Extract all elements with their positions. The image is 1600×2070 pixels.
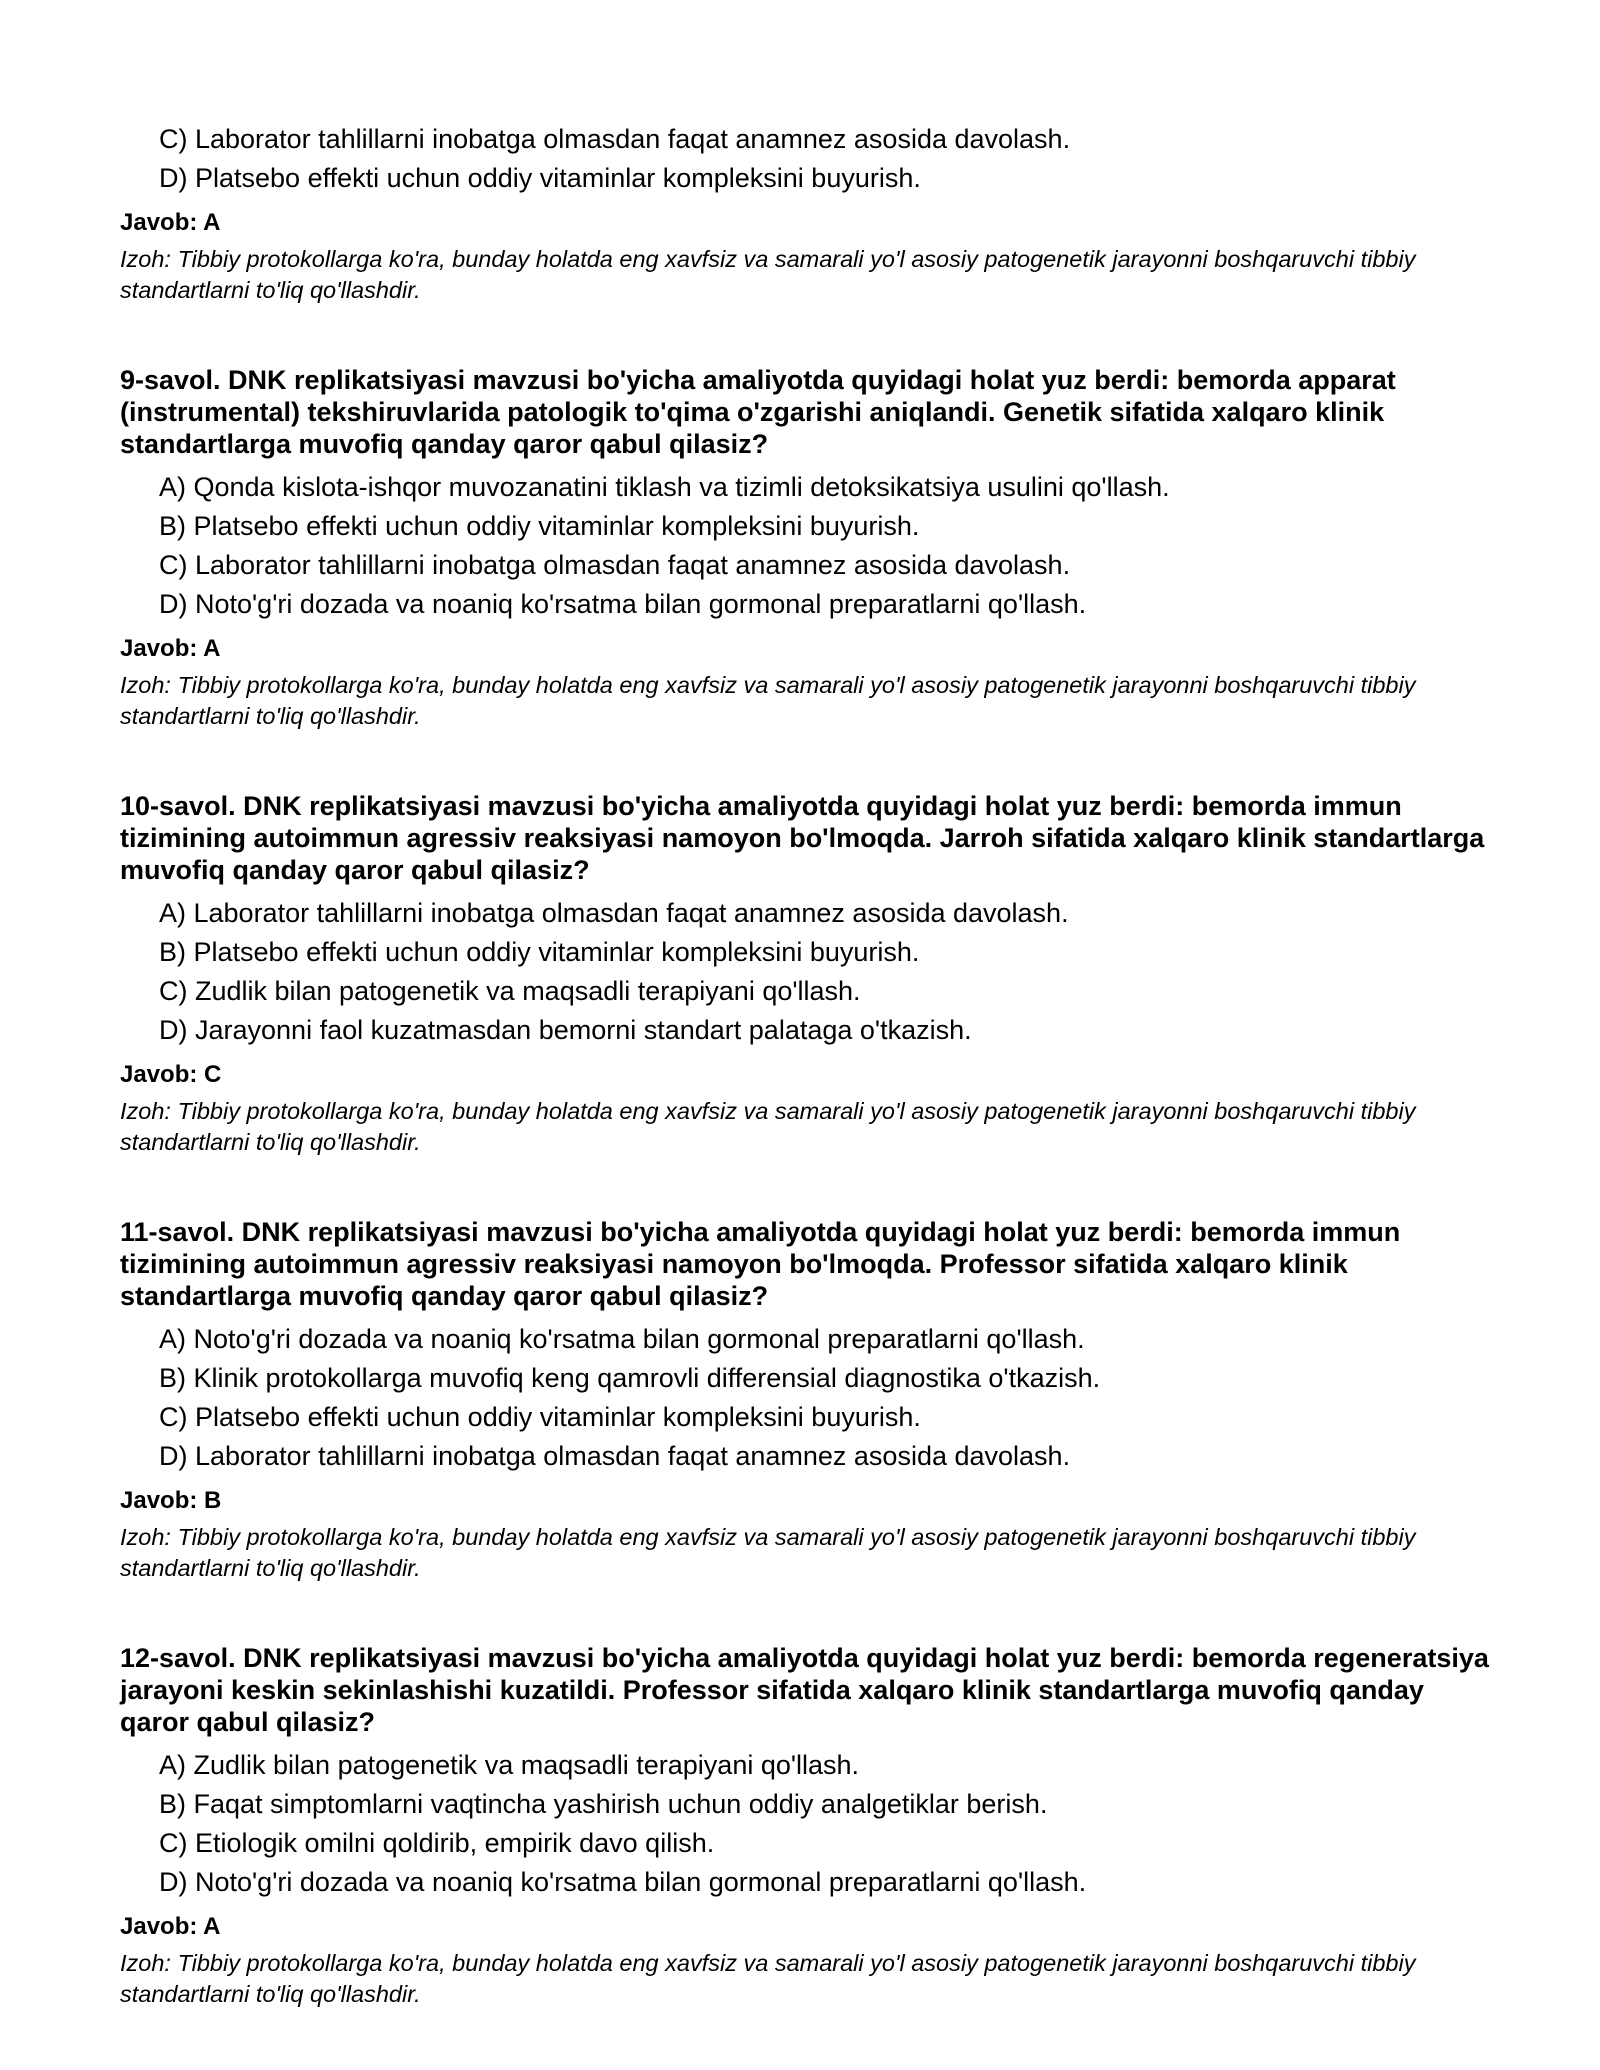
question-text: 11-savol. DNK replikatsiyasi mavzusi bo'yicha amaliyotda quyidagi holat yuz berdi: bemorda immun tizimining autoimmun agressiv reaksiyasi namoyon bo'lmoqda. Professor sifatida xalqaro klinik standartlarga muvofiq qanday qaror qabul qilasiz? (120, 1217, 1401, 1311)
option-a: A) Noto'g'ri dozada va noaniq ko'rsatma bilan gormonal preparatlarni qo'llash. (159, 1324, 1085, 1354)
question-10 (120, 790, 1500, 1158)
explanation-note: Izoh: Tibbiy protokollarga ko'ra, bunday holatda eng xavfsiz va samarali yo'l asosiy patogenetik jarayonni boshqaruvchi tibbiy standartlarni to'liq qo'llashdir. (120, 1524, 1416, 1581)
explanation-note: Izoh: Tibbiy protokollarga ko'ra, bunday holatda eng xavfsiz va samarali yo'l asosiy patogenetik jarayonni boshqaruvchi tibbiy standartlarni to'liq qo'llashdir. (120, 246, 1416, 303)
option-d: D) Jarayonni faol kuzatmasdan bemorni standart palataga o'tkazish. (159, 1015, 972, 1045)
explanation-note: Izoh: Tibbiy protokollarga ko'ra, bunday holatda eng xavfsiz va samarali yo'l asosiy patogenetik jarayonni boshqaruvchi tibbiy standartlarni to'liq qo'llashdir. (120, 1098, 1416, 1155)
question-text: 10-savol. DNK replikatsiyasi mavzusi bo'yicha amaliyotda quyidagi holat yuz berdi: bemorda immun tizimining autoimmun agressiv reaksiyasi namoyon bo'lmoqda. Jarroh sifatida xalqaro klinik standartlarga muvofiq qanday qaror qabul qilasiz? (120, 791, 1485, 885)
option-a: A) Laborator tahlillarni inobatga olmasdan faqat anamnez asosida davolash. (159, 898, 1069, 928)
answer: Javob: B (120, 1487, 222, 1514)
option-d: D) Laborator tahlillarni inobatga olmasdan faqat anamnez asosida davolash. (159, 1441, 1071, 1471)
answer: Javob: A (120, 1913, 221, 1940)
option-a: A) Zudlik bilan patogenetik va maqsadli terapiyani qo'llash. (159, 1750, 860, 1780)
question-text: 12-savol. DNK replikatsiyasi mavzusi bo'yicha amaliyotda quyidagi holat yuz berdi: bemorda regeneratsiya jarayoni keskin sekinlashishi kuzatildi. Professor sifatida xalqaro klinik standartlarga muvofiq qanday qaror qabul qilasiz? (120, 1643, 1489, 1737)
question-8-tail (120, 120, 1500, 306)
answer: Javob: A (120, 209, 221, 236)
option-d: D) Noto'g'ri dozada va noaniq ko'rsatma bilan gormonal preparatlarni qo'llash. (159, 1867, 1087, 1897)
explanation-note: Izoh: Tibbiy protokollarga ko'ra, bunday holatda eng xavfsiz va samarali yo'l asosiy patogenetik jarayonni boshqaruvchi tibbiy standartlarni to'liq qo'llashdir. (120, 672, 1416, 729)
question-11 (120, 1216, 1500, 1584)
option-a: A) Qonda kislota-ishqor muvozanatini tiklash va tizimli detoksikatsiya usulini qo'llash. (159, 472, 1170, 502)
question-text: 9-savol. DNK replikatsiyasi mavzusi bo'yicha amaliyotda quyidagi holat yuz berdi: bemorda apparat (instrumental) tekshiruvlarida patologik to'qima o'zgarishi aniqlandi. Genetik sifatida xalqaro klinik standartlarga muvofiq qanday qaror qabul qilasiz? (120, 365, 1396, 459)
option-d: D) Platsebo effekti uchun oddiy vitaminlar kompleksini buyurish. (159, 163, 921, 193)
option-c: C) Etiologik omilni qoldirib, empirik davo qilish. (159, 1828, 715, 1858)
option-d: D) Noto'g'ri dozada va noaniq ko'rsatma bilan gormonal preparatlarni qo'llash. (159, 589, 1087, 619)
option-c: C) Laborator tahlillarni inobatga olmasdan faqat anamnez asosida davolash. (159, 550, 1071, 580)
option-c: C) Zudlik bilan patogenetik va maqsadli terapiyani qo'llash. (159, 976, 861, 1006)
option-b: B) Faqat simptomlarni vaqtincha yashirish uchun oddiy analgetiklar berish. (159, 1789, 1048, 1819)
option-c: C) Platsebo effekti uchun oddiy vitaminlar kompleksini buyurish. (159, 1402, 921, 1432)
document-page (120, 120, 1500, 2010)
question-12 (120, 1642, 1500, 2010)
option-b: B) Klinik protokollarga muvofiq keng qamrovli differensial diagnostika o'tkazish. (159, 1363, 1101, 1393)
option-c: C) Laborator tahlillarni inobatga olmasdan faqat anamnez asosida davolash. (159, 124, 1071, 154)
explanation-note: Izoh: Tibbiy protokollarga ko'ra, bunday holatda eng xavfsiz va samarali yo'l asosiy patogenetik jarayonni boshqaruvchi tibbiy standartlarni to'liq qo'llashdir. (120, 1950, 1416, 2007)
option-b: B) Platsebo effekti uchun oddiy vitaminlar kompleksini buyurish. (159, 937, 920, 967)
answer: Javob: A (120, 635, 221, 662)
answer: Javob: C (120, 1061, 222, 1088)
option-b: B) Platsebo effekti uchun oddiy vitaminlar kompleksini buyurish. (159, 511, 920, 541)
question-9 (120, 364, 1500, 732)
